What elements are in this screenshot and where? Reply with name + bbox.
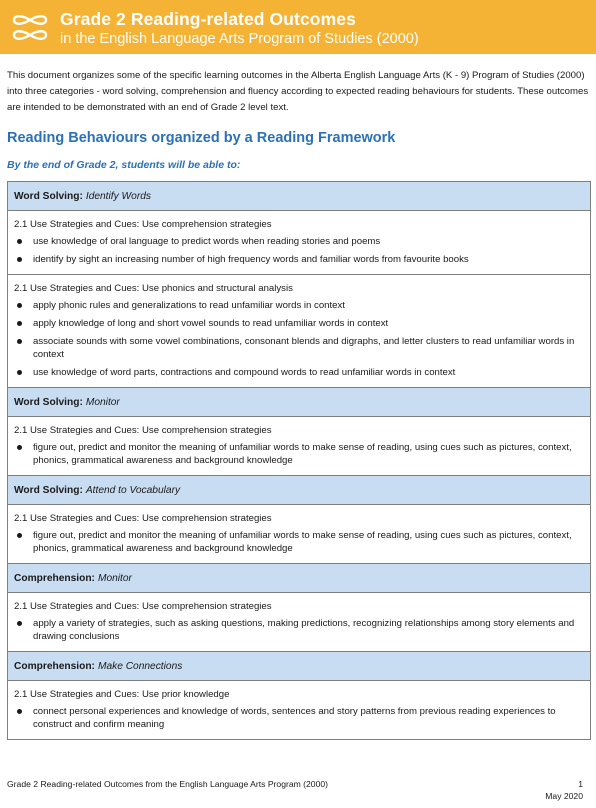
outcome-block: [8, 505, 590, 564]
strategy-line: 2.1 Use Strategies and Cues: Use prior knowledge: [14, 689, 230, 700]
category-focus: Monitor: [85, 396, 120, 408]
outcome-item: use knowledge of oral language to predict words when reading stories and poems: [14, 235, 584, 248]
title-banner: [0, 0, 596, 54]
outcome-list: [14, 617, 584, 643]
category-header: [8, 564, 590, 593]
outcome-list: [14, 235, 584, 266]
category-focus: Make Connections: [97, 660, 183, 672]
outcome-block: [8, 417, 590, 476]
strategy-line: 2.1 Use Strategies and Cues: Use comprehension strategies: [14, 219, 272, 230]
outcome-item: associate sounds with some vowel combinations, consonant blends and digraphs, and letter clusters to read unfamiliar words in context: [14, 335, 584, 361]
category-focus: Identify Words: [85, 190, 151, 202]
footer-text: Grade 2 Reading-related Outcomes from the English Language Arts Program (2000): [7, 779, 329, 789]
outcome-item: use knowledge of word parts, contractions and compound words to read unfamiliar words in context: [14, 366, 584, 379]
outcome-item: apply phonic rules and generalizations to read unfamiliar words in context: [14, 299, 584, 312]
category-header: [8, 476, 590, 505]
section-subheading: By the end of Grade 2, students will be able to:: [7, 159, 241, 171]
outcome-block: [8, 593, 590, 652]
category-header: [8, 182, 590, 211]
infinity-logo-icon: [10, 12, 50, 44]
outcome-item: figure out, predict and monitor the meaning of unfamiliar words to make sense of reading, using cues such as pictures, context, phonics, grammatical awareness and background knowledge: [14, 529, 584, 555]
page-number: 1: [578, 779, 583, 789]
category-header: [8, 388, 590, 417]
outcome-list: [14, 529, 584, 555]
category-focus: Attend to Vocabulary: [85, 484, 181, 496]
outcome-item: figure out, predict and monitor the meaning of unfamiliar words to make sense of reading, using cues such as pictures, context, phonics, grammatical awareness and background knowledge: [14, 441, 584, 467]
outcome-item: identify by sight an increasing number of high frequency words and familiar words from favourite books: [14, 253, 584, 266]
category-label: Comprehension:: [14, 572, 95, 584]
outcome-list: [14, 299, 584, 379]
section-heading: Reading Behaviours organized by a Reading Framework: [7, 130, 396, 146]
document-title: Grade 2 Reading-related Outcomes: [60, 9, 356, 29]
outcome-item: connect personal experiences and knowledge of words, sentences and story patterns from previous reading experiences to construct and confirm meaning: [14, 705, 584, 731]
category-focus: Monitor: [97, 572, 132, 584]
outcomes-table: [7, 181, 591, 740]
category-label: Word Solving:: [14, 484, 83, 496]
outcome-list: [14, 705, 584, 731]
outcome-item: apply a variety of strategies, such as asking questions, making predictions, recognizing relationships among story elements and drawing conclusions: [14, 617, 584, 643]
outcome-block: [8, 211, 590, 275]
strategy-line: 2.1 Use Strategies and Cues: Use phonics and structural analysis: [14, 283, 293, 294]
category-label: Word Solving:: [14, 190, 83, 202]
outcome-list: [14, 441, 584, 467]
intro-paragraph: This document organizes some of the specific learning outcomes in the Alberta English Language Arts (K - 9) Program of Studies (2000) into three categories - word solving, comprehension and fluency according to expected reading behaviours for students. These outcomes are intended to be demonstrated with an end of Grade 2 level text.: [7, 70, 589, 113]
outcome-block: [8, 275, 590, 388]
category-header: [8, 652, 590, 681]
category-label: Word Solving:: [14, 396, 83, 408]
category-label: Comprehension:: [14, 660, 95, 672]
strategy-line: 2.1 Use Strategies and Cues: Use comprehension strategies: [14, 601, 272, 612]
document-subtitle: in the English Language Arts Program of Studies (2000): [60, 31, 419, 47]
strategy-line: 2.1 Use Strategies and Cues: Use comprehension strategies: [14, 425, 272, 436]
outcome-block: [8, 681, 590, 739]
footer-date: May 2020: [545, 791, 583, 801]
outcome-item: apply knowledge of long and short vowel sounds to read unfamiliar words in context: [14, 317, 584, 330]
strategy-line: 2.1 Use Strategies and Cues: Use comprehension strategies: [14, 513, 272, 524]
